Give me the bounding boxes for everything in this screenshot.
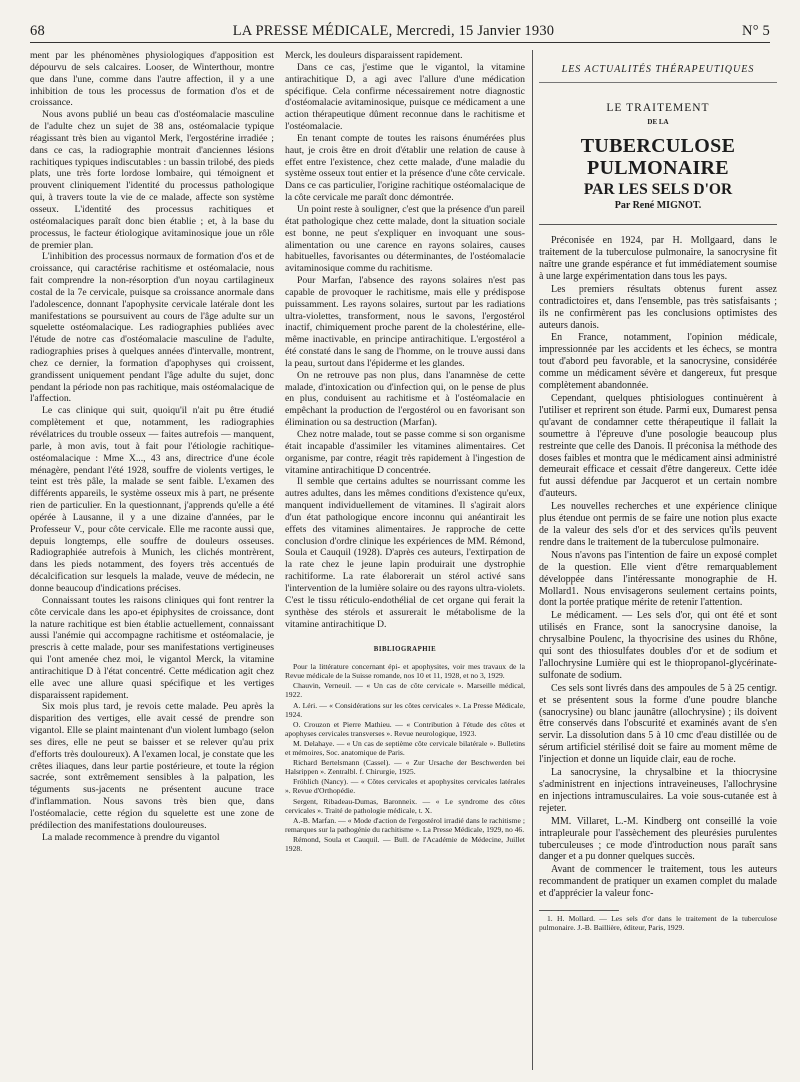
paragraph: Les premiers résultats obtenus furent assez contradictoires et, dans l'ensemble, pas très satisfaisants ; ils ne confirmèrent pas les conclusions optimistes des auteurs danois. [539,283,777,331]
paragraph: Ces sels sont livrés dans des ampoules de 5 à 25 centigr. et se présentent sous la forme d'une poudre blanche (sanocrysine) ou blanc jaunâtre (allochrysine) ; ils doivent être conservés dans l'obscurité et examinés avant de s'en servir. La dissolution dans 5 à 10 cmc d'eau distillée ou de sérum artificiel stérilisé doit se faire au moment même de l'injection et donne un liquide clair, eau de roche. [539,682,777,766]
article-kicker: LE TRAITEMENT [606,101,710,114]
page-header [30,18,770,43]
bibliography [285,662,525,853]
column-2 [285,50,525,1070]
paragraph: La malade recommence à prendre du vigantol [42,831,220,843]
footnote-divider [539,910,619,911]
paragraph: Cependant, quelques phtisiologues continuèrent à l'utiliser et reprirent son étude. Parmi eux, Dumarest pensa qu'avant de condamner cette thérapeutique il fallait la soumettre à l'épreuve d'une posologie beaucoup plus restreinte que celle des Danois. Il préconisa la méthode des doses faibles et montra que le médicament ainsi administré demeurait efficace et cessait d'être dangereux. Cette idée fut aussi défendue par Jacquerot et un certain nombre d'auteurs. [539,393,777,500]
column-1 [30,50,274,1070]
page-number: 68 [30,23,45,39]
article-body [539,235,777,900]
bibliography-heading: BIBLIOGRAPHIE [373,646,437,654]
article-subkicker: DE LA [647,117,669,126]
paragraph: Le cas clinique qui suit, quoiqu'il n'ait pu être étudié complètement et que, notamment, les radiographies révélatrices du trouble osseux — faites autrefois — manquent, parle, à mon avis, tout à fait pour l'étiologie rachitique-ostéomalacique : Mme X..., 43 ans, directrice d'une école ménagère, pendant l'été 1928, souffre de violents vertiges, le teint est très pâle, la malade se sent faible. L'examen des différents appareils, le système osseux mis à part, ne présente rien de particulier. En la questionnant, j'apprends qu'elle a été opérée à Lausanne, il y a une dizaine d'années, par le Professeur V., pour côte cervicale. Elle me raconte aussi que, depuis longtemps, elle souffre de douleurs osseuses. Radiographiée autrefois à Munich, les clichés montrèrent, dans les pieds notamment, des foyers très accentués de décalcification sur lesquels la malade, veuve de médecin, ne donne beaucoup d'indications précises. [30,405,274,594]
journal-title: LA PRESSE MÉDICALE, Mercredi, 15 Janvier 1930 [232,23,555,39]
paragraph: Nous avons publié un beau cas d'ostéomalacie masculine de l'adulte chez un sujet de 38 ans, ostéomalacie typique réagissant très bien au vigantol Merk, l'ergostérine irradiée ; dans ce cas, la radiographie montrait d'anciennes lésions rachitiques typiques indiscutables : un bassin trilobé, des pieds plats, une très forte lordose lombaire, qui témoignent et prouvent cliniquement l'identité du processus pathologique qui, à travers toute la vie de ce malade, affecte son système osseux. L'identité des processus rachitiques et ostéomalaciques paraît donc bien établie ; et, à la base du processus, le facteur étiologique avitaminosique joue un rôle de premier plan. [30,109,274,251]
paragraph: On ne retrouve pas non plus, dans l'anamnèse de cette malade, d'intoxication ou d'infection qui, on le pense de plus en plus, conduisent au rachitisme et à l'ostéomalacie en empêchant la production de l'ergostérol ou en favorisant son élimination ou sa destruction (Marfan). [285,369,525,429]
article-title: TUBERCULOSE PULMONAIRE [580,134,736,179]
paragraph: Avant de commencer le traitement, tous les auteurs recommandent de pratiquer un examen complet du malade et d'apprécier la valeur fonc- [539,864,777,900]
paragraph: Il semble que certains adultes se nourrissant comme les autres adultes, dans les mêmes conditions d'existence qu'eux, manquent individuellement de vitamines. Il s'agirait alors d'un état pathologique encore inconnu qui anéantirait les effets des vitamines alimentaires. Je rapproche de cette conclusion d'ordre clinique les expériences de MM. Rémond, Soula et Cauquil (1928). D'après ces auteurs, l'extirpation de la rate chez le jeune lapin produirait une dystrophie rachitiforme. La rate élaborerait un stérol activé sans l'intervention de la lumière solaire ou des rayons ultra-violets. C'est le tissu réticulo-endothélial de cet organe qui ferait la synthèse des stérols et assurerait le métabolisme de la vitamine antirachitique D. [285,476,525,630]
paragraph: L'inhibition des processus normaux de formation d'os et de croissance, qui caractérise rachitisme et ostéomalacie, nous fait comprendre la non-résorption d'un noyau cartilagineux costal de la 7e cervicale, puisque sa croissance anormale dans l'adolescence, donnant l'apophysite cervicale latérale dont les manifestations se poursuivent au cours de l'âge adulte sur un squelette ostéomalacique. Les radiographies publiées avec l'étude de notre cas d'ostéomalacie masculine de l'adulte, radiographies prises à quelques années d'intervalle, montrent, chez ce dernier, la formation d'apophyses qui croissent, grandissent uniquement pendant l'âge adulte du sujet, donc pendant la période non pas rachitique, mais ostéomalacique de l'affection. [30,251,274,405]
footnote-text: 1. H. Mollard. — Les sels d'or dans le traitement de la tuberculose pulmonaire. J.-B. Baillière, éditeur, Paris, 1929. [539,914,777,933]
paragraph: Merck, les douleurs disparaissent rapidement. [285,50,463,61]
paragraph: Six mois plus tard, je revois cette malade. Peu après la disparition des vertiges, elle avait cessé de prendre son vigantol. Elle se plaint maintenant d'un violent lumbago (selon ses dires, elle ne peut se baisser et se relever qu'au prix d'efforts très douloureux). A l'examen local, je constate que les crêtes iliaques, dans leur partie postérieure, et toute la région sacrée, sont extrêmement sensibles à la palpation, les téguments sus-jacents ne présentent aucune trace d'inflammation. Nous savons très bien que, dans l'ostéomalacie, cette région du squelette est une zone de prédilection des manifestations douloureuses. [30,701,274,831]
paragraph: Chez notre malade, tout se passe comme si son organisme était incapable d'assimiler les vitamines alimentaires. Cet organisme, par contre, réagit très rapidement à l'ingestion de vitamine antirachitique D concentrée. [285,429,525,476]
paragraph: Dans ce cas, j'estime que le vigantol, la vitamine antirachitique D, a agi avec l'allure d'une médication spécifique. Cela confirme nécessairement notre diagnostic d'ostéomalacie avitaminosique, puisque ce médicament a une action thérapeutique dûment reconnue dans le rachitisme et l'ostéomalacie. [285,61,525,133]
bibliography-entry: Sergent, Ribadeau-Dumas, Baronneix. — « Le syndrome des côtes cervicales ». Traité de pathologie médicale, t. X. [285,796,525,815]
bibliography-entry: A. Léri. — « Considérations sur les côtes cervicales ». La Presse Médicale, 1924. [285,700,525,719]
column-3-article [532,50,777,1070]
article-subtitle: PAR LES SELS D'OR [583,180,733,198]
paragraph: Le médicament. — Les sels d'or, qui ont été et sont utilisés en France, sont la sanocrysine danoise, la chrysalbine Poulenc, la thyocrisine des usines du Rhône, qui sont des thiosulfates doubles d'or et de sodium et l'allochrysine Lumière qui est le thiopropanol-glycérinate-sulfonate de sodium. [539,610,777,681]
bibliography-entry: Richard Bertelsmann (Cassel). — « Zur Ursache der Beschwerden bei Halsrippen ». Zentralbl. f. Chirurgie, 1925. [285,758,525,777]
bibliography-entry: Pour la littérature concernant épi- et apophysites, voir mes travaux de la Revue médicale de la Suisse romande, nos 10 et 11, 1928, et no 3, 1929. [285,662,525,681]
paragraph: Connaissant toutes les raisons cliniques qui font rentrer la côte cervicale dans les apo-et épiphysites de croissance, dont la nature rachitique est bien établie actuellement, connaissant aussi l'anémie qui accompagne rachitisme et ostéomalacie, je prescris à cette malade, pour ses manifestations vertigineuses qui l'ont amenée chez moi, le vigantol Merck, la vitamine antirachitique D à l'état concentré. Cette médication agit chez elle avec une allure quasi spécifique et les vertiges disparaissent rapidement. [30,594,274,701]
paragraph: MM. Villaret, L.-M. Kindberg ont conseillé la voie intrapleurale pour l'assèchement des pleurésies purulentes tuberculeuses ; ce mode d'introduction nous paraît sans danger et a pu donner quelques succès. [539,815,777,863]
section-rubric: LES ACTUALITÉS THÉRAPEUTIQUES [539,64,777,83]
bibliography-entry: Rémond, Soula et Cauquil. — Bull. de l'Académie de Médecine, Juillet 1928. [285,834,525,853]
footnote [539,914,777,932]
bibliography-entry: Chauvin, Verneuil. — « Un cas de côte cervicale ». Marseille médical, 1922. [285,681,525,700]
bibliography-entry: Fröhlich (Nancy). — « Côtes cervicales et apophysites cervicales latérales ». Revue d'Orthopédie. [285,777,525,796]
paragraph: Un point reste à souligner, c'est que la présence d'un pareil état pathologique chez cette malade, dont la situation sociale est bonne, ne peut s'expliquer en invoquant une sous-alimentation ou une carence en rayons solaires, causes habituelles, favorisantes ou déterminantes, de l'ostéomalacie avitaminosique comme du rachitisme. [285,203,525,275]
bibliography-entry: M. Delahaye. — « Un cas de septième côte cervicale bilatérale ». Bulletins et mémoires, Soc. anatomique de Paris. [285,738,525,758]
paragraph: ment par les phénomènes physiologiques d'apposition est dépourvu de sels calcaires. Looser, de Winterthour, montre que dans l'une, comme dans l'autre affection, il y a une inhibition de tous les processus de formation d'os et de croissance. [30,50,274,109]
paragraph: Nous n'avons pas l'intention de faire un exposé complet de la question. Elle vient d'être remarquablement développée dans l'intéressante monographie de H. Mollard1. Nous envisagerons seulement certains points, dont la portée pratique mérite de retenir l'attention. [539,549,777,609]
paragraph: Préconisée en 1924, par H. Mollgaard, dans le traitement de la tuberculose pulmonaire, la sanocrysine fit naître une grande espérance et fut immédiatement soumise à une large expérimentation dans tous les pays. [539,235,777,282]
article-author: Par René MIGNOT. [539,200,777,225]
paragraph: En tenant compte de toutes les raisons énumérées plus haut, je crois être en droit d'établir une relation de cause à effet entre l'existence, chez cette malade, d'une maladie du système osseux tout entier et la présence d'une côte cervicale. Dans ce cas particulier, l'origine rachitique ostéomalacique de la côte cervicale me paraît donc démontrée. [285,132,525,204]
paragraph: Pour Marfan, l'absence des rayons solaires n'est pas capable de provoquer le rachitisme, mais elle y prédispose puissamment. Les rayons solaires, surtout par les radiations ultra-violettes, transforment, nous le savons, l'ergostérol inactif, chimiquement proche parent de la cholestérine, elle-même inactivable, en principe antirachitique. L'ergostérol a été constaté dans le sang de l'homme, on le trouve aussi dans la peau, surtout dans l'épiderme et les glandes. [285,275,525,369]
paragraph: En France, notamment, l'opinion médicale, impressionnée par les accidents et les échecs, se montra tout d'abord peu favorable, et la sanocrysine, considérée comme un médicament sévère et dangereux, fut presque complètement abandonnée. [539,332,777,392]
issue-number: N° 5 [742,23,770,39]
bibliography-entry: A.-B. Marfan. — « Mode d'action de l'ergostérol irradié dans le rachitisme ; remarques sur la pathogénie du rachitisme ». La Presse Médicale, 1929, no 46. [285,815,525,834]
paragraph: La sanocrysine, la chrysalbine et la thiocrysine s'administrent en injections intraveineuses, l'allochrysine en injections intramusculaires. La voie sous-cutanée est à rejeter. [539,767,777,814]
bibliography-entry: O. Crouzon et Pierre Mathieu. — « Contribution à l'étude des côtes et apophyses cervicales transverses ». Revue neurologique, 1923. [285,719,525,738]
paragraph: Les nouvelles recherches et une expérience clinique plus étendue ont permis de se faire une notion plus exacte de la valeur des sels d'or et des services qu'ils peuvent rendre dans le traitement de la tuberculose pulmonaire. [539,501,777,548]
